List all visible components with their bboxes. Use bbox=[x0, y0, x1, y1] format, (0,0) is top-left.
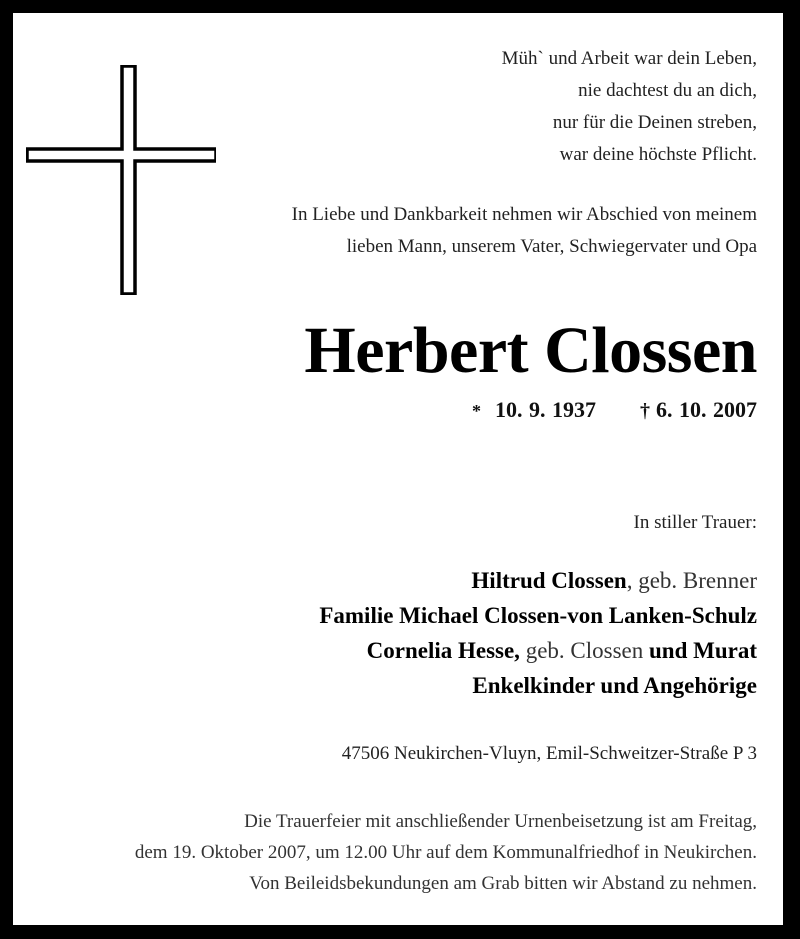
cross-icon bbox=[26, 65, 216, 295]
birth-star-icon: * bbox=[472, 401, 481, 421]
life-dates bbox=[472, 393, 757, 428]
funeral-line: Die Trauerfeier mit anschließender Urnenbeisetzung ist am Freitag, bbox=[244, 811, 757, 832]
deceased-name: Herbert Clossen bbox=[304, 314, 757, 387]
obituary-notice bbox=[13, 13, 783, 925]
mourner-name: Enkelkinder und Angehörige bbox=[472, 673, 757, 698]
mourner-name: Familie Michael Clossen-von Lanken-Schulz bbox=[319, 603, 757, 628]
funeral-line: dem 19. Oktober 2007, um 12.00 Uhr auf dem Kommunalfriedhof in Neukirchen. bbox=[134, 842, 757, 863]
mourner-line bbox=[319, 633, 757, 668]
farewell-intro bbox=[292, 199, 757, 263]
family-address: 47506 Neukirchen-Vluyn, Emil-Schweitzer-Straße P 3 bbox=[341, 743, 757, 764]
mourner-name: Hiltrud Clossen bbox=[471, 568, 627, 593]
mourner-line bbox=[319, 563, 757, 598]
mourner-name: Cornelia Hesse, bbox=[366, 638, 520, 663]
mourner-note: , geb. Brenner bbox=[626, 568, 757, 593]
poem-line: war deine höchste Pflicht. bbox=[559, 144, 757, 165]
funeral-details bbox=[135, 806, 757, 899]
poem-line: Müh` und Arbeit war dein Leben, bbox=[501, 48, 757, 69]
funeral-line: Von Beileidsbekundungen am Grab bitten wir Abstand zu nehmen. bbox=[249, 873, 757, 894]
death-dagger-icon: † bbox=[640, 400, 650, 422]
birth-date: 10. 9. 1937 bbox=[495, 397, 596, 422]
mourner-line bbox=[319, 668, 757, 703]
mourning-label: In stiller Trauer: bbox=[633, 512, 757, 533]
mourners-list bbox=[319, 563, 757, 703]
mourner-note: geb. Clossen bbox=[519, 638, 649, 663]
mourner-line bbox=[319, 598, 757, 633]
intro-line: lieben Mann, unserem Vater, Schwiegervater und Opa bbox=[346, 236, 757, 257]
poem-line: nie dachtest du an dich, bbox=[578, 80, 757, 101]
poem-line: nur für die Deinen streben, bbox=[552, 112, 757, 133]
death-date: 6. 10. 2007 bbox=[656, 397, 757, 422]
poem bbox=[502, 43, 757, 171]
intro-line: In Liebe und Dankbarkeit nehmen wir Abschied von meinem bbox=[291, 204, 757, 225]
mourner-name-extra: und Murat bbox=[649, 638, 757, 663]
